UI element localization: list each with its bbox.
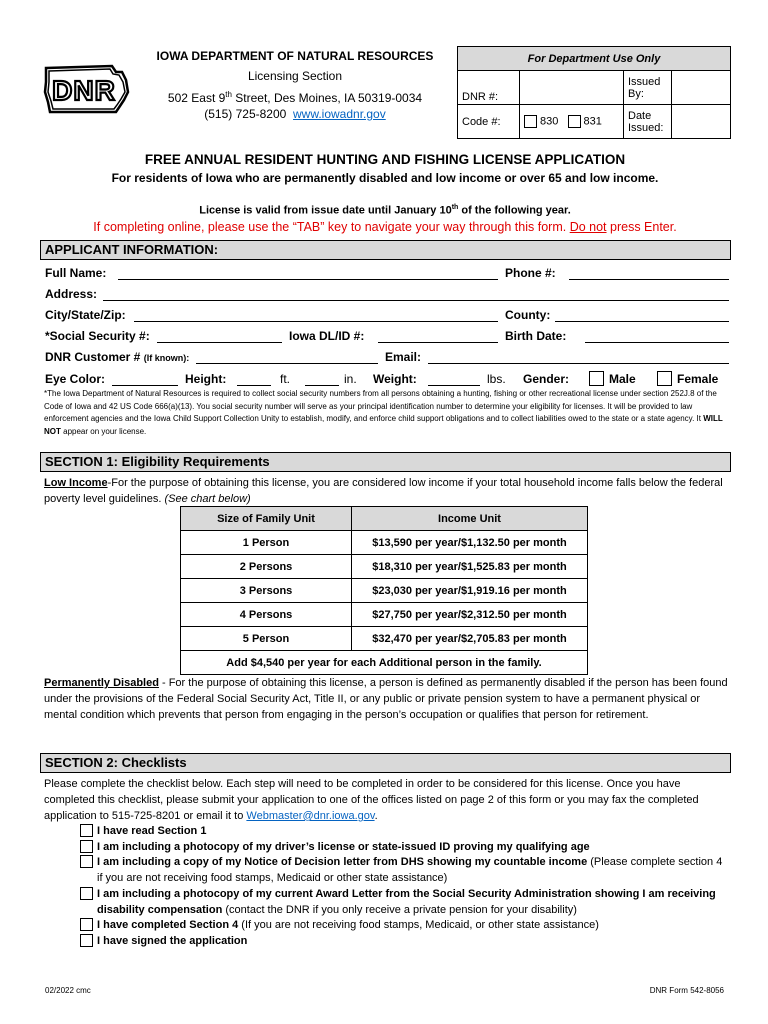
agency-contact — [150, 106, 440, 122]
male-label: Male — [609, 372, 636, 386]
checklist-item-section4[interactable]: I have completed Section 4 (If you are not receiving food stamps, Medicaid, or other state assistance) — [80, 917, 730, 933]
low-income-paragraph: Low Income-For the purpose of obtaining this license, you are considered low income if your total household income falls below the federal poverty level guidelines. (See chart below) — [44, 477, 723, 505]
city-state-zip-label: City/State/Zip: — [45, 308, 126, 322]
family-size-cell: 4 Persons — [181, 603, 352, 627]
dnr-customer-label: DNR Customer # (If known): — [45, 350, 190, 364]
birth-date-field[interactable] — [585, 329, 729, 343]
phone-field[interactable] — [569, 266, 729, 280]
date-issued-label: Date Issued: — [624, 105, 672, 139]
income-cell: $27,750 per year/$2,312.50 per month — [352, 603, 588, 627]
agency-section: Licensing Section — [247, 69, 343, 83]
female-label: Female — [677, 372, 719, 386]
webmaster-email-link[interactable]: Webmaster@dnr.iowa.gov — [246, 810, 375, 822]
table-row — [181, 555, 588, 579]
weight-label: Weight: — [373, 372, 417, 386]
income-cell: $18,310 per year/$1,525.83 per month — [352, 555, 588, 579]
phone-label: Phone #: — [505, 266, 556, 280]
code-options: 830 831 — [520, 105, 624, 139]
svg-text:DNR: DNR — [52, 75, 116, 106]
ssn-disclaimer: *The Iowa Department of Natural Resources is required to collect social security numbers from all persons obtaining a hunting, fishing or other recreational license under section 252J.8 of the Code of Iowa and 42 US Code 666(a)(13). You social security number will serve as your principal identification number to determine your eligibility for licenses. It will be provided to law enforcement agencies and the Iowa Child Support Collection Unity to establish, modify, and enforce child support obligations and to collect liabilities owed to the state or a state agency. It WILL NOT appear on your license. — [44, 389, 723, 436]
dnr-number-label: DNR #: — [458, 71, 520, 105]
checkbox[interactable] — [80, 918, 93, 931]
family-size-cell: 1 Person — [181, 531, 352, 555]
table-row — [181, 603, 588, 627]
address-label: Address: — [45, 287, 98, 301]
income-table-header-size: Size of Family Unit — [181, 507, 352, 531]
dnr-customer-field[interactable] — [196, 350, 378, 364]
dnr-logo — [42, 62, 132, 116]
city-state-zip-field[interactable] — [134, 308, 498, 322]
weight-field[interactable] — [428, 372, 480, 386]
disabled-paragraph: Permanently Disabled - For the purpose of obtaining this license, a person is defined as permanently disabled if the person has been found under the provisions of the Federal Social Security Act, Title II, or any public or private pension system to have a permanent physical or mental condition which prevents that person from engaging in the person’s occupation or qualifies that person for retirement. — [44, 677, 728, 721]
checkbox[interactable] — [80, 934, 93, 947]
inches-unit: in. — [344, 372, 357, 386]
checklist-item-signed[interactable]: I have signed the application — [80, 933, 730, 949]
tab-warning: If completing online, please use the “TAB” key to navigate your way through this form. Do not press Enter. — [93, 220, 677, 234]
ssn-label: *Social Security #: — [45, 329, 150, 343]
email-label: Email: — [385, 350, 422, 364]
birth-date-label: Birth Date: — [505, 329, 567, 343]
dl-id-label: Iowa DL/ID #: — [289, 329, 365, 343]
dl-id-field[interactable] — [378, 329, 498, 343]
table-row — [181, 579, 588, 603]
male-checkbox[interactable] — [589, 371, 604, 386]
checkbox[interactable] — [80, 855, 93, 868]
ssn-field[interactable] — [157, 329, 282, 343]
agency-address: 502 East 9th Street, Des Moines, IA 50319-0034 — [167, 90, 423, 105]
income-cell: $13,590 per year/$1,132.50 per month — [352, 531, 588, 555]
family-size-cell: 5 Person — [181, 627, 352, 651]
checklist-item-dhs-letter[interactable]: I am including a copy of my Notice of Decision letter from DHS showing my countable income (Please complete section 4 if you are not receiving food stamps, Medicaid or other state assistance) — [80, 854, 730, 886]
footer-revision: 02/2022 cmc — [45, 986, 91, 995]
address-field[interactable] — [103, 287, 729, 301]
agency-name: IOWA DEPARTMENT OF NATURAL RESOURCES — [156, 49, 434, 63]
eye-color-label: Eye Color: — [45, 372, 106, 386]
email-field[interactable] — [428, 350, 729, 364]
form-title: FREE ANNUAL RESIDENT HUNTING AND FISHING LICENSE APPLICATION — [144, 152, 626, 167]
section1-header: SECTION 1: Eligibility Requirements — [40, 452, 731, 472]
date-issued-field[interactable] — [672, 105, 731, 139]
county-label: County: — [505, 308, 551, 322]
checklist-item-ssa-award[interactable]: I am including a photocopy of my current Award Letter from the Social Security Administration showing I am receiving disability compensation (contact the DNR if you only receive a private pension for your disability) — [80, 886, 730, 918]
table-row — [181, 627, 588, 651]
agency-phone: (515) 725-8200 — [204, 107, 287, 121]
income-table — [180, 506, 588, 675]
table-row — [181, 531, 588, 555]
income-table-header-income: Income Unit — [352, 507, 588, 531]
checkbox[interactable] — [80, 887, 93, 900]
income-table-footer: Add $4,540 per year for each Additional person in the family. — [181, 651, 588, 675]
dnr-number-field[interactable] — [520, 71, 624, 105]
code-830-checkbox[interactable] — [524, 115, 537, 128]
county-field[interactable] — [555, 308, 729, 322]
height-inches-field[interactable] — [305, 372, 339, 386]
family-size-cell: 3 Persons — [181, 579, 352, 603]
checkbox[interactable] — [80, 840, 93, 853]
department-use-table — [457, 46, 731, 139]
issued-by-field[interactable] — [672, 71, 731, 105]
issued-by-label: Issued By: — [624, 71, 672, 105]
section2-header: SECTION 2: Checklists — [40, 753, 731, 773]
height-label: Height: — [185, 372, 227, 386]
validity-note: License is valid from issue date until January 10th of the following year. — [199, 204, 571, 217]
applicant-info-header: APPLICANT INFORMATION: — [40, 240, 731, 260]
full-name-field[interactable] — [118, 266, 498, 280]
lbs-unit: lbs. — [487, 372, 506, 386]
form-subtitle: For residents of Iowa who are permanently disabled and low income or over 65 and low income. — [111, 171, 659, 185]
dept-use-title: For Department Use Only — [458, 47, 731, 71]
checkbox[interactable] — [80, 824, 93, 837]
checklist-item-drivers-license[interactable]: I am including a photocopy of my driver’s license or state-issued ID proving my qualifying age — [80, 839, 730, 855]
checklist-intro: Please complete the checklist below. Each step will need to be completed in order to be considered for this license. Once you have completed this checklist, please submit your application to one of the offices listed on page 2 of this form or you may fax the completed application to 515-725-8201 or email it to Webmaster@dnr.iowa.gov. — [44, 778, 699, 822]
code-label: Code #: — [458, 105, 520, 139]
full-name-label: Full Name: — [45, 266, 107, 280]
website-link[interactable]: www.iowadnr.gov — [293, 107, 386, 121]
female-checkbox[interactable] — [657, 371, 672, 386]
eye-color-field[interactable] — [112, 372, 178, 386]
gender-label: Gender: — [523, 372, 570, 386]
code-831-checkbox[interactable] — [568, 115, 581, 128]
footer-form-number: DNR Form 542-8056 — [649, 986, 724, 995]
feet-unit: ft. — [280, 372, 291, 386]
checklist-item-read-section1[interactable]: I have read Section 1 — [80, 823, 730, 839]
income-cell: $23,030 per year/$1,919.16 per month — [352, 579, 588, 603]
height-feet-field[interactable] — [237, 372, 271, 386]
family-size-cell: 2 Persons — [181, 555, 352, 579]
income-cell: $32,470 per year/$2,705.83 per month — [352, 627, 588, 651]
